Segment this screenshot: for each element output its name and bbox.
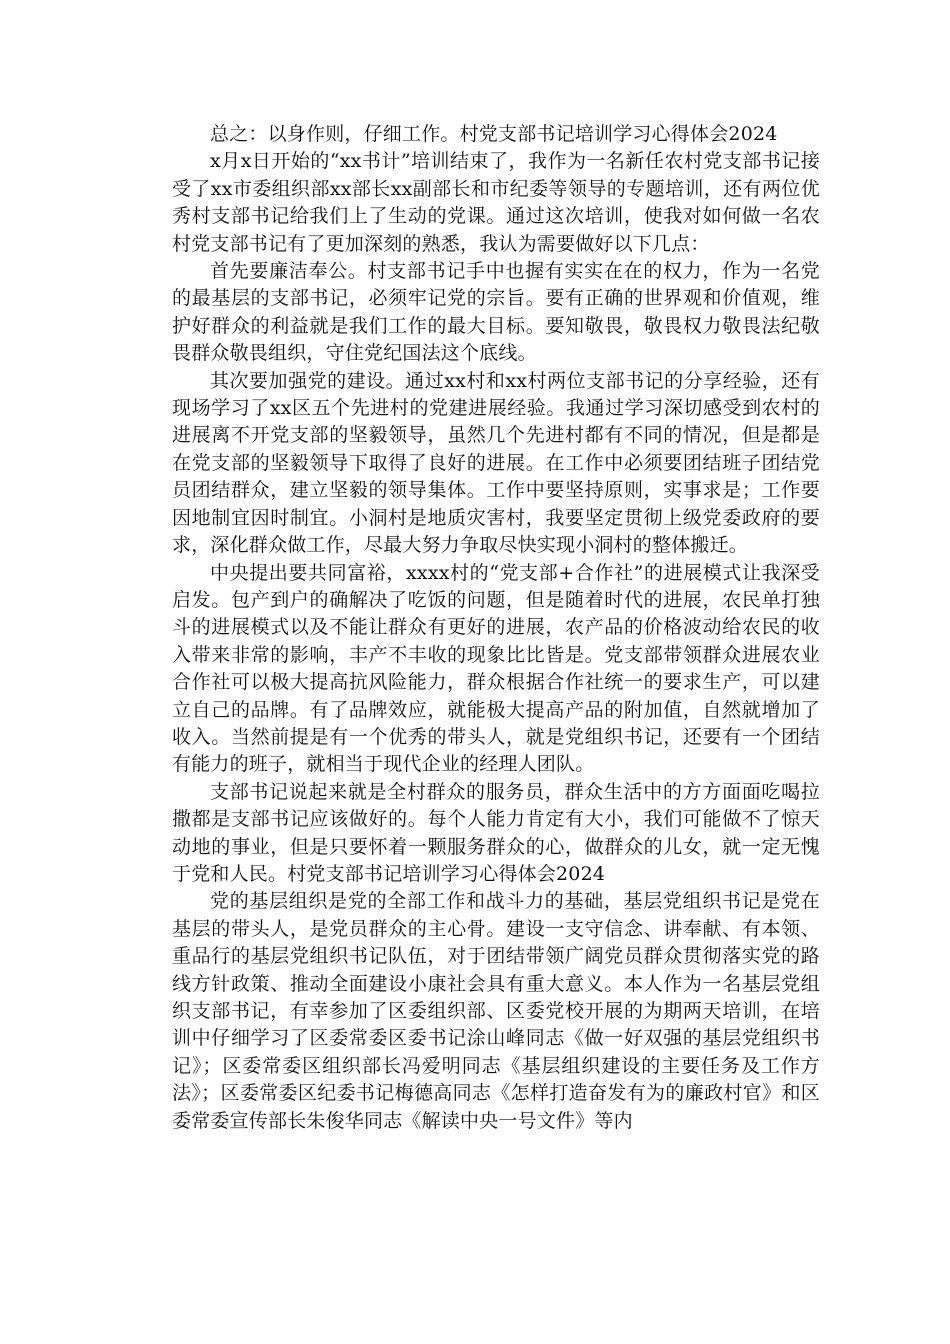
paragraph-3: 首先要廉洁奉公。村支部书记手中也握有实实在在的权力，作为一名党的最基层的支部书记，必须牢记党的宗旨。要有正确的世界观和价值观，维护好群众的利益就是我们工作的最大目标。要知敬畏，敬畏权力敬畏法纪敬畏群众敬畏组织，守住党纪国法这个底线。 xyxy=(172,260,820,365)
paragraph-2: x月x日开始的“xx书计”培训结束了，我作为一名新任农村党支部书记接受了xx市委组织部xx部长xx副部长和市纪委等领导的专题培训，还有两位优秀村支部书记给我们上了生动的党课。通过这次培训，使我对如何做一名农村党支部书记有了更加深刻的熟悉，我认为需要做好以下几点： xyxy=(172,150,820,255)
document-body xyxy=(172,121,820,1135)
paragraph-6: 支部书记说起来就是全村群众的服务员，群众生活中的方方面面吃喝拉撒都是支部书记应该做好的。每个人能力肯定有大小，我们可能做不了惊天动地的事业，但是只要怀着一颗服务群众的心，做群众的儿女，就一定无愧于党和人民。村党支部书记培训学习心得体会2024 xyxy=(172,780,820,885)
paragraph-5: 中央提出要共同富裕，xxxx村的“党支部+合作社”的进展模式让我深受启发。包产到户的确解决了吃饭的问题，但是随着时代的进展，农民单打独斗的进展模式以及不能让群众有更好的进展，农产品的价格波动给农民的收入带来非常的影响，丰产不丰收的现象比比皆是。党支部带领群众进展农业合作社可以极大提高抗风险能力，群众根据合作社统一的要求生产，可以建立自己的品牌。有了品牌效应，就能极大提高产品的附加值，自然就增加了收入。当然前提是有一个优秀的带头人，就是党组织书记，还要有一个团结有能力的班子，就相当于现代企业的经理人团队。 xyxy=(172,561,820,776)
paragraph-4: 其次要加强党的建设。通过xx村和xx村两位支部书记的分享经验，还有现场学习了xx区五个先进村的党建进展经验。我通过学习深切感受到农村的进展离不开党支部的坚毅领导，虽然几个先进村都有不同的情况，但是都是在党支部的坚毅领导下取得了良好的进展。在工作中必须要团结班子团结党员团结群众，建立坚毅的领导集体。工作中要坚持原则，实事求是；工作要因地制宜因时制宜。小洞村是地质灾害村，我要坚定贯彻上级党委政府的要求，深化群众做工作，尽最大努力争取尽快实现小洞村的整体搬迁。 xyxy=(172,369,820,557)
paragraph-7: 党的基层组织是党的全部工作和战斗力的基础，基层党组织书记是党在基层的带头人，是党员群众的主心骨。建设一支守信念、讲奉献、有本领、重品行的基层党组织书记队伍，对于团结带领广阔党员群众贯彻落实党的路线方针政策、推动全面建设小康社会具有重大意义。本人作为一名基层党组织支部书记，有幸参加了区委组织部、区委党校开展的为期两天培训，在培训中仔细学习了区委常委区委书记涂山峰同志《做一好双强的基层党组织书记》；区委常委区组织部长冯爱明同志《基层组织建设的主要任务及工作方法》；区委常委区纪委书记梅德高同志《怎样打造奋发有为的廉政村官》和区委常委宣传部长朱俊华同志《解读中央一号文件》等内 xyxy=(172,890,820,1132)
paragraph-1: 总之：以身作则，仔细工作。村党支部书记培训学习心得体会2024 xyxy=(210,123,778,145)
